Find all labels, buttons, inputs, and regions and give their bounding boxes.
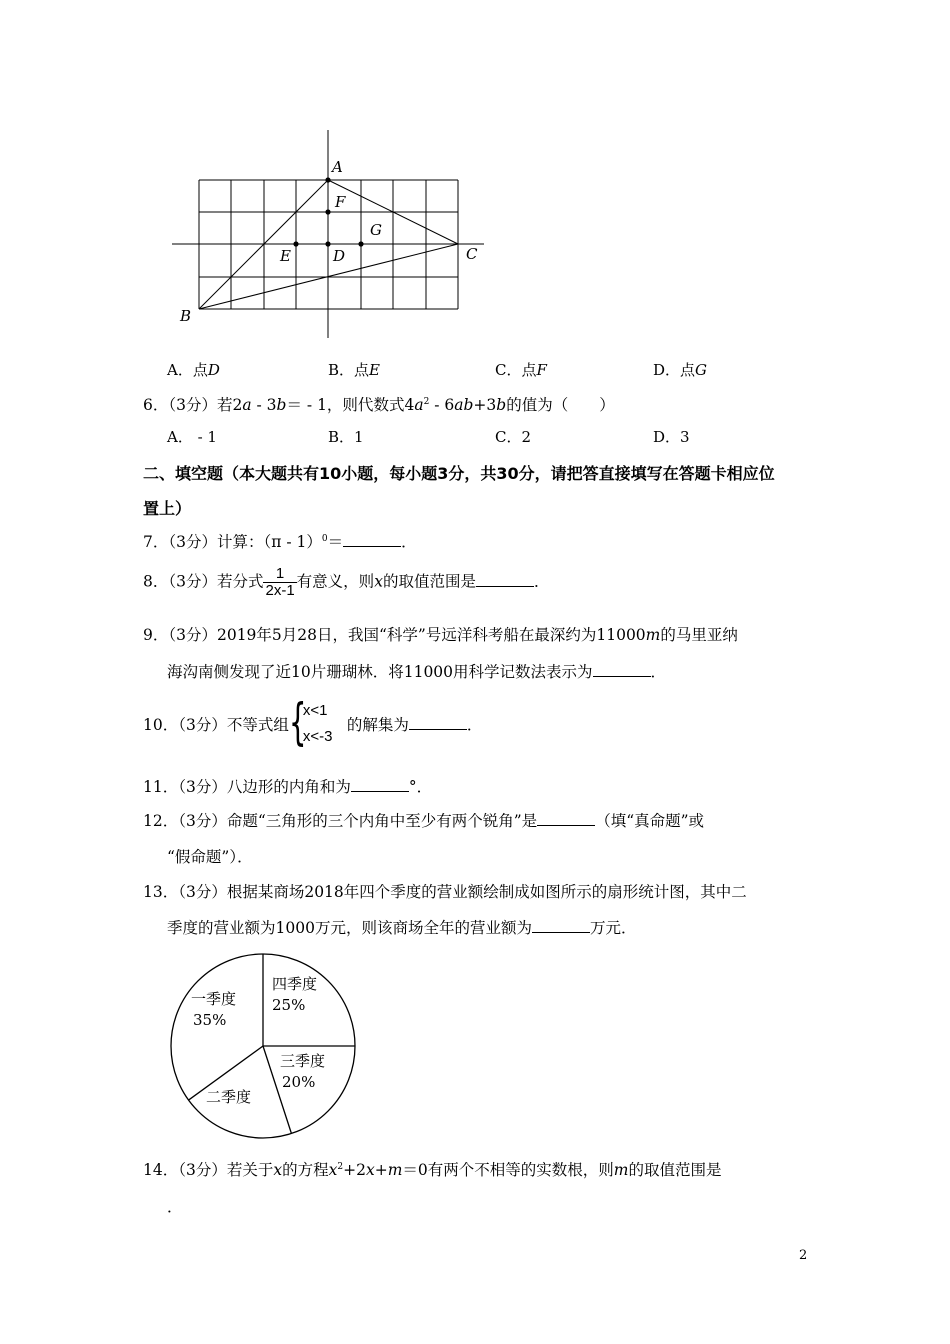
pie-label-q3-pct: 20% (282, 1073, 316, 1091)
question-7: 7．（3分）计算：（π - 1）$^0$＝ ． (143, 533, 417, 551)
pie-label-q1-pct: 35% (193, 1011, 227, 1029)
answer-blank (409, 714, 467, 730)
q5-option-c: C．点F (495, 361, 547, 379)
question-14-line2: ． (167, 1198, 183, 1216)
pie-chart (165, 948, 365, 1144)
pie-label-q2: 二季度 (206, 1088, 252, 1106)
q6-option-a: A． - 1 (167, 428, 217, 446)
q6-option-c: C．2 (495, 428, 532, 446)
pie-label-q3: 三季度 (280, 1052, 326, 1070)
q5-option-d: D．点G (653, 361, 708, 379)
section-2-heading-line1: 二、填空题（本大题共有10小题，每小题3分，共30分，请把答直接填写在答题卡相应位 (143, 464, 775, 483)
answer-blank (537, 810, 595, 826)
question-13-line1: 13．（3分）根据某商场2018年四个季度的营业额绘制成如图所示的扇形统计图，其中二 (143, 883, 747, 901)
point-f-label: F (335, 193, 346, 211)
pie-label-q4-pct: 25% (272, 996, 306, 1014)
answer-blank (532, 917, 590, 933)
question-14-line1: 14．（3分）若关于x的方程$x^2+2x+m=0$有两个不相等的实数根，则m的取值范围是 (143, 1161, 722, 1179)
answer-blank (343, 531, 401, 547)
question-10: 10．（3分）不等式组 { x<1 x<-3 的解集为 ． (143, 693, 483, 751)
answer-blank (593, 661, 651, 677)
question-13-line2: 季度的营业额为1000万元，则该商场全年的营业额为 万元． (167, 919, 637, 937)
point-b-label: B (180, 307, 192, 325)
inequality-system: { x<1 x<-3 (288, 693, 333, 751)
answer-blank (351, 776, 409, 792)
question-9-line2: 海沟南侧发现了近10片珊瑚林．将11000用科学记数法表示为 ． (167, 663, 667, 681)
question-12-line2: “假命题”）． (167, 848, 253, 866)
q5-option-a: A．点D (167, 361, 220, 379)
point-g-label: G (370, 221, 382, 239)
point-e-label: E (280, 247, 291, 265)
point-c-label: C (466, 245, 478, 263)
question-8: 8．（3分）若分式 $\frac{1}{2x-1}$ 有意义，则x的取值范围是 ． (143, 565, 550, 599)
q6-option-b: B．1 (328, 428, 364, 446)
page-number: 2 (799, 1248, 808, 1263)
question-11: 11．（3分）八边形的内角和为 °． (143, 778, 433, 796)
answer-blank (476, 571, 534, 587)
question-6: 6．（3分）若2a - 3b＝ - 1，则代数式$4a^2 - 6ab+3b$的值为（ ） (143, 396, 615, 414)
q6-option-d: D．3 (653, 428, 690, 446)
grid-figure (160, 125, 490, 345)
q5-option-b: B．点E (328, 361, 380, 379)
fraction: $\frac{1}{2x-1}$ (265, 565, 295, 599)
section-2-heading-line2: 置上） (143, 499, 192, 518)
pie-label-q1: 一季度 (191, 990, 237, 1008)
point-d-label: D (333, 247, 346, 265)
question-12-line1: 12．（3分）命题“三角形的三个内角中至少有两个锐角”是 （填“真命题”或 (143, 812, 705, 830)
pie-label-q4: 四季度 (272, 975, 318, 993)
question-9-line1: 9．（3分）2019年5月28日，我国“科学”号远洋科考船在最深约为11000m的马里亚纳 (143, 626, 738, 644)
point-a-label: A (332, 158, 343, 176)
